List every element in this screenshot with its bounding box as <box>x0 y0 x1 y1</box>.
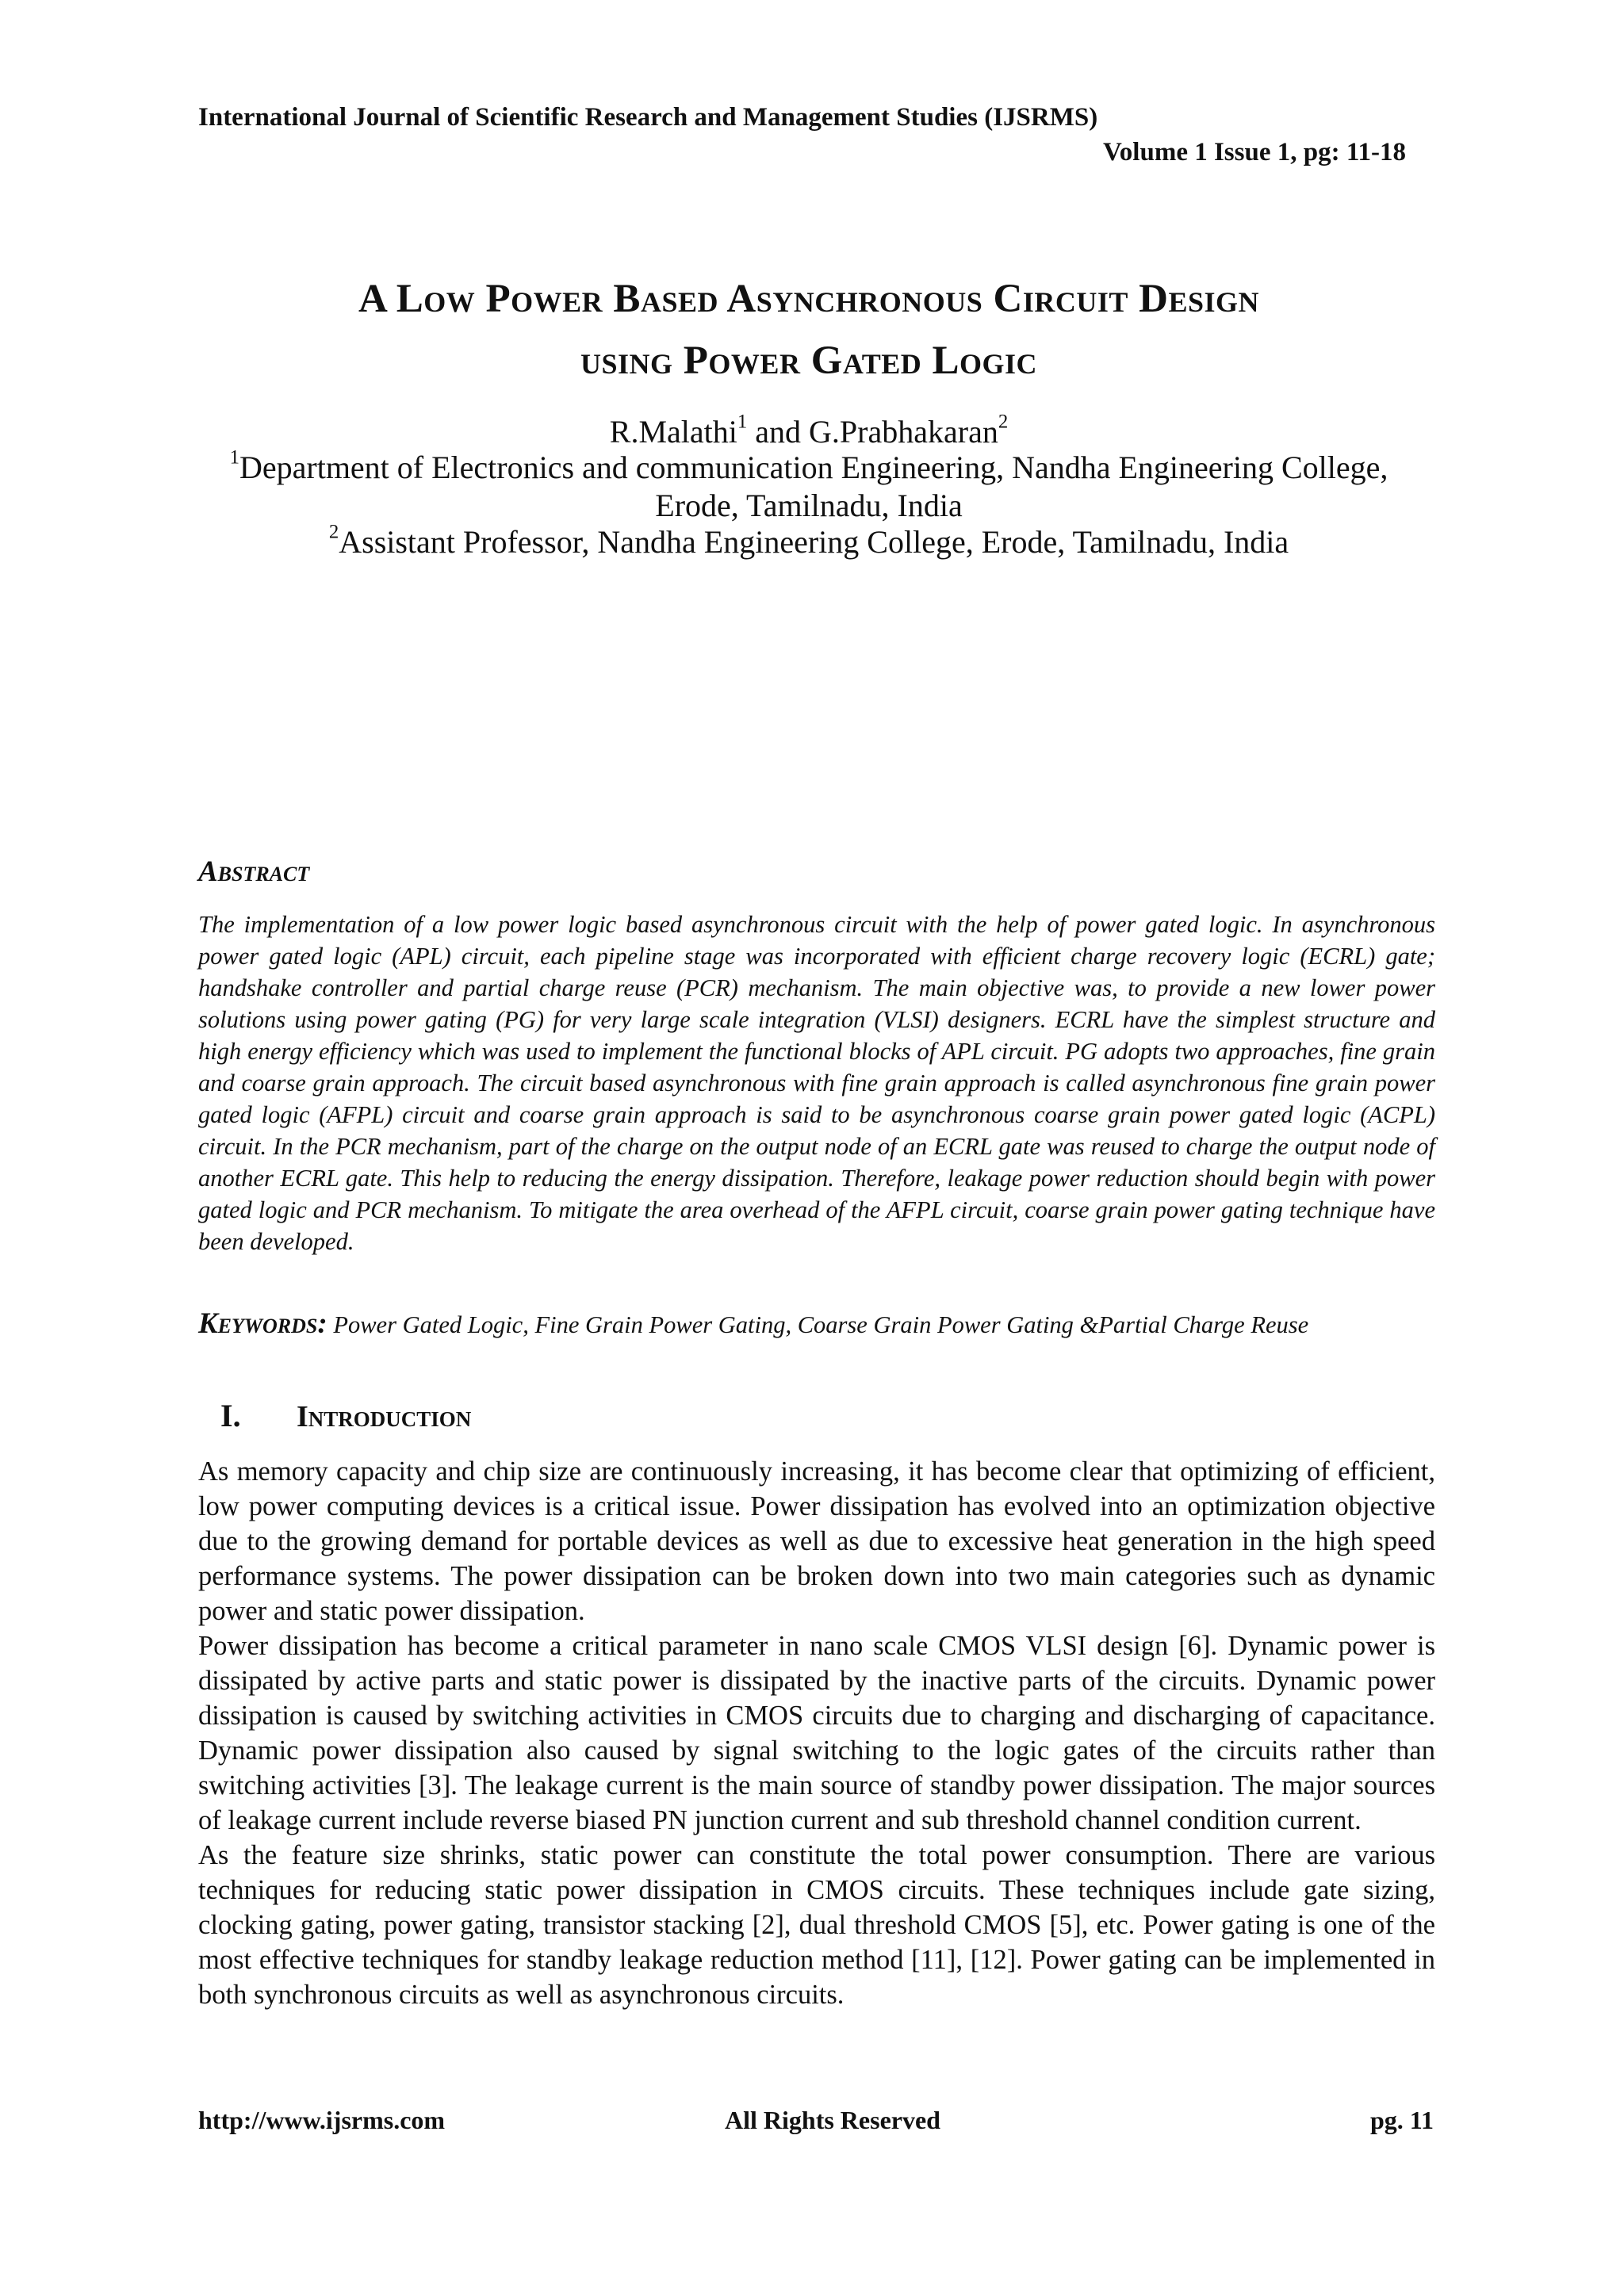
keywords-label: Keywords: <box>198 1307 327 1340</box>
section-title: Introduction <box>297 1400 472 1433</box>
author-line <box>198 412 1419 452</box>
footer-rights: All Rights Reserved <box>725 2106 940 2134</box>
introduction-body <box>198 1454 1435 2012</box>
abstract-body: The implementation of a low power logic based asynchronous circuit with the help of power gated logic. In asynchronous power gated logic (APL) circuit, each pipeline stage was incorporated with efficient charge recovery logic (ECRL) gate; handshake controller and partial charge reuse (PCR) mechanism. The main objective was, to provide a new lower power solutions using power gating (PG) for very large scale integration (VLSI) designers. ECRL have the simplest structure and high energy efficiency which was used to implement the functional blocks of APL circuit. PG adopts two approaches, fine grain and coarse grain approach. The circuit based asynchronous with fine grain approach is called asynchronous fine grain power gated logic (AFPL) circuit and coarse grain approach is said to be asynchronous coarse grain power gated logic (ACPL) circuit. In the PCR mechanism, part of the charge on the output node of an ECRL gate was reused to charge the output node of another ECRL gate. This help to reducing the energy dissipation. Therefore, leakage power reduction should begin with power gated logic and PCR mechanism. To mitigate the area overhead of the AFPL circuit, coarse grain power gating technique have been developed. <box>198 911 1435 1255</box>
journal-name: International Journal of Scientific Research and Management Studies (IJSRMS) <box>198 103 1098 132</box>
author-2-marker: 2 <box>998 411 1009 433</box>
keywords <box>198 1308 1435 1341</box>
author-1-name: R.Malathi <box>609 414 737 450</box>
section-heading-introduction <box>220 1397 471 1436</box>
footer-page-number: pg. 11 <box>1369 2106 1434 2134</box>
author-2-name: G.Prabhakaran <box>809 414 998 450</box>
volume-info: Volume 1 Issue 1, pg: 11-18 <box>1103 138 1406 166</box>
affiliation-1 <box>198 446 1419 525</box>
affiliation-2 <box>198 523 1419 561</box>
author-1-marker: 1 <box>737 411 748 433</box>
author-conjunction: and <box>747 414 810 450</box>
paper-title-line-2: using Power Gated Logic <box>580 339 1037 383</box>
intro-paragraph-3: As the feature size shrinks, static power can constitute the total power consumption. There are various techniques for reducing static power dissipation in CMOS circuits. These techniques include gate sizing, clocking gating, power gating, transistor stacking [2], dual threshold CMOS [5], etc. Power gating is one of the most effective techniques for standby leakage reduction method [11], [12]. Power gating can be implemented in both synchronous circuits as well as asynchronous circuits. <box>198 1840 1435 2010</box>
paper-title <box>198 268 1419 392</box>
affiliation-1-text: Department of Electronics and communication Engineering, Nandha Engineering College, Erode, Tamilnadu, India <box>239 450 1388 523</box>
affiliation-1-marker: 1 <box>229 446 239 469</box>
keywords-text: Power Gated Logic, Fine Grain Power Gating, Coarse Grain Power Gating &Partial Charge Reuse <box>333 1311 1309 1338</box>
section-number: I. <box>220 1398 241 1433</box>
footer-url[interactable]: http://www.ijsrms.com <box>198 2106 446 2134</box>
intro-paragraph-1: As memory capacity and chip size are continuously increasing, it has become clear that optimizing of efficient, low power computing devices is a critical issue. Power dissipation has evolved into an optimization objective due to the growing demand for portable devices as well as due to excessive heat generation in the high speed performance systems. The power dissipation can be broken down into two main categories such as dynamic power and static power dissipation. <box>198 1456 1435 1626</box>
affiliation-2-marker: 2 <box>328 521 339 543</box>
abstract-heading: Abstract <box>198 855 310 888</box>
paper-title-line-1: A Low Power Based Asynchronous Circuit Design <box>358 277 1260 321</box>
affiliation-2-text: Assistant Professor, Nandha Engineering College, Erode, Tamilnadu, India <box>339 524 1289 560</box>
intro-paragraph-2: Power dissipation has become a critical parameter in nano scale CMOS VLSI design [6]. Dynamic power is dissipated by active parts and static power is dissipated by the inactive parts of the circuits. Dynamic power dissipation is caused by switching activities in CMOS circuits due to charging and discharging of capacitance. Dynamic power dissipation also caused by signal switching to the logic gates of the circuits rather than switching activities [3]. The leakage current is the main source of standby power dissipation. The major sources of leakage current include reverse biased PN junction current and sub threshold channel condition current. <box>198 1631 1435 1835</box>
